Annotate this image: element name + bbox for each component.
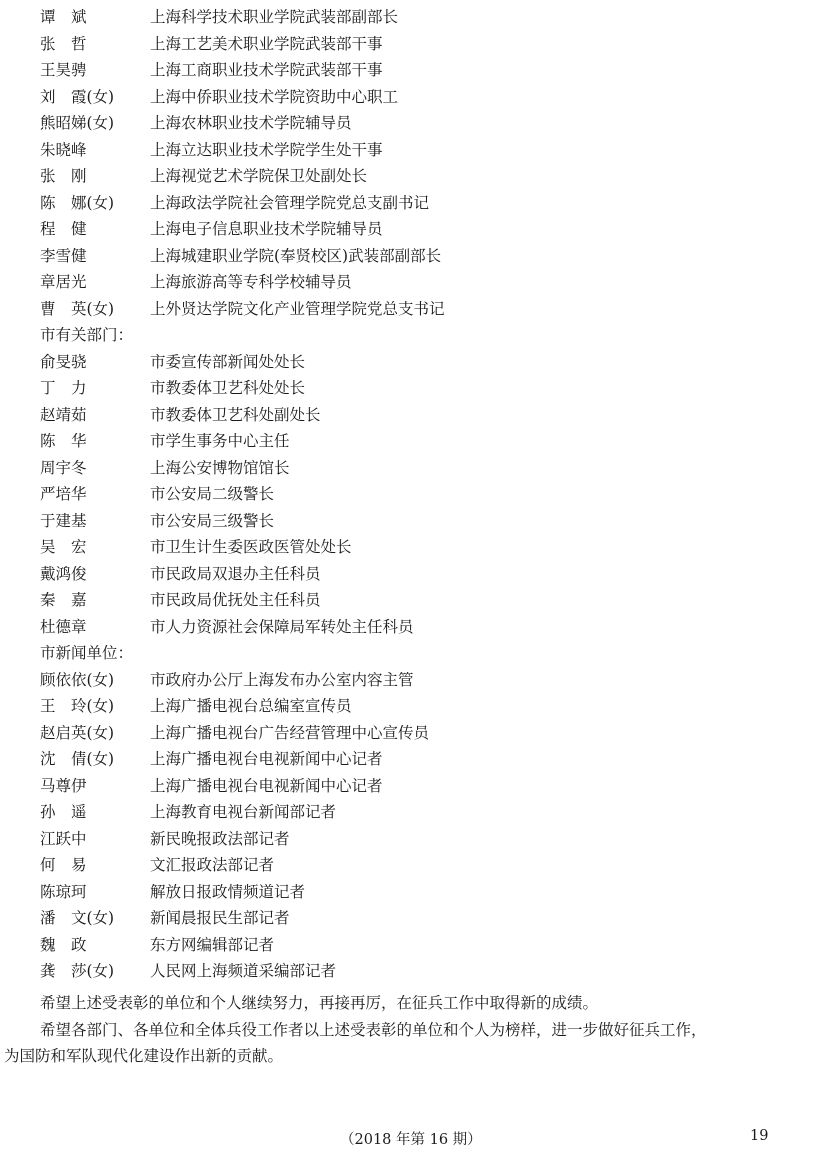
person-title: 人民网上海频道采编部记者: [150, 962, 337, 980]
person-name: 严培华: [40, 485, 87, 503]
person-title: 上外贤达学院文化产业管理学院党总支书记: [150, 299, 445, 318]
list-item: [0, 31, 827, 58]
section-heading: 市新闻单位：: [40, 644, 134, 662]
person-title: 上海科学技术职业学院武装部副部长: [150, 8, 399, 26]
list-item: [0, 799, 827, 826]
person-name: 章居光: [40, 273, 87, 291]
person-name: 陈 娜(女): [40, 193, 115, 212]
list-item: [0, 57, 827, 84]
person-title: 上海广播电视台电视新闻中心记者: [150, 776, 383, 795]
section-heading-row: [0, 322, 827, 349]
person-title: 上海视觉艺术学院保卫处副处长: [150, 167, 368, 185]
list-item: [0, 402, 827, 429]
list-item: [0, 216, 827, 243]
person-title: 市卫生计生委医政医管处处长: [150, 538, 352, 556]
person-name: 于建基: [40, 511, 87, 530]
person-title: 上海广播电视台总编室宣传员: [150, 697, 352, 715]
person-title: 新民晚报政法部记者: [150, 829, 290, 848]
person-name: 刘 霞(女): [40, 87, 115, 106]
person-name: 杜德章: [40, 617, 87, 636]
list-item: [0, 693, 827, 720]
list-item: [0, 269, 827, 296]
person-name: 潘 文(女): [40, 909, 115, 927]
list-item: [0, 375, 827, 402]
person-title: 东方网编辑部记者: [150, 935, 275, 954]
list-item: [0, 667, 827, 694]
person-name: 龚 莎(女): [40, 962, 115, 980]
list-item: [0, 508, 827, 535]
list-item: [0, 958, 827, 985]
list-item: [0, 720, 827, 747]
list-item: [0, 826, 827, 853]
person-name: 吴 宏: [40, 538, 87, 556]
person-name: 何 易: [40, 856, 87, 874]
paragraph-text: 希望上述受表彰的单位和个人继续努力，再接再厉，在征兵工作中取得新的成绩。: [40, 994, 599, 1012]
person-name: 张 刚: [40, 167, 87, 185]
person-title: 解放日报政情频道记者: [150, 882, 306, 901]
person-title: 上海工艺美术职业学院武装部干事: [150, 34, 383, 53]
person-name: 赵靖茹: [40, 405, 87, 424]
person-title: 市教委体卫艺科处副处长: [150, 405, 321, 424]
person-name: 魏 政: [40, 935, 87, 954]
person-title: 上海政法学院社会管理学院党总支副书记: [150, 193, 430, 212]
list-item: [0, 746, 827, 773]
list-item: [0, 561, 827, 588]
person-title: 上海公安博物馆馆长: [150, 458, 290, 477]
list-item: [0, 349, 827, 376]
list-item: [0, 534, 827, 561]
person-name: 孙 遥: [40, 803, 87, 821]
person-title: 上海广播电视台广告经营管理中心宣传员: [150, 723, 430, 742]
list-item: [0, 190, 827, 217]
list-item: [0, 932, 827, 959]
person-title: 市政府办公厅上海发布办公室内容主管: [150, 670, 414, 689]
person-name: 程 健: [40, 220, 87, 238]
person-name: 王 玲(女): [40, 697, 115, 715]
person-title: 文汇报政法部记者: [150, 856, 275, 874]
person-name: 江跃中: [40, 829, 87, 848]
person-name: 丁 力: [40, 379, 87, 397]
person-name: 赵启英(女): [40, 723, 115, 742]
list-item: [0, 137, 827, 164]
person-title: 上海旅游高等专科学校辅导员: [150, 273, 352, 291]
section-heading-row: [0, 640, 827, 667]
person-name: 李雪健: [40, 246, 87, 265]
paragraph-line: 为国防和军队现代化建设作出新的贡献。: [4, 1047, 284, 1065]
list-item: [0, 4, 827, 31]
person-title: 上海电子信息职业技术学院辅导员: [150, 220, 383, 238]
person-name: 戴鸿俊: [40, 564, 87, 583]
person-name: 马尊伊: [40, 776, 87, 795]
person-name: 王昊骋: [40, 61, 87, 79]
person-name: 顾依依(女): [40, 670, 115, 689]
person-title: 上海教育电视台新闻部记者: [150, 803, 337, 821]
closing-paragraph-1: [0, 990, 827, 1017]
person-title: 新闻晨报民生部记者: [150, 909, 290, 927]
list-item: [0, 773, 827, 800]
person-title: 市公安局二级警长: [150, 485, 275, 503]
list-item: [0, 163, 827, 190]
list-item: [0, 905, 827, 932]
person-title: 上海工商职业技术学院武装部干事: [150, 61, 383, 79]
closing-paragraph-2: [0, 1017, 827, 1070]
list-item: [0, 852, 827, 879]
list-item: [0, 455, 827, 482]
person-title: 上海城建职业学院(奉贤校区)武装部副部长: [150, 246, 442, 265]
honoree-list: [0, 4, 827, 985]
person-title: 市民政局优抚处主任科员: [150, 591, 321, 609]
person-title: 市教委体卫艺科处处长: [150, 379, 306, 397]
person-title: 上海农林职业技术学院辅导员: [150, 114, 352, 132]
list-item: [0, 587, 827, 614]
person-title: 上海广播电视台电视新闻中心记者: [150, 750, 383, 768]
person-title: 市公安局三级警长: [150, 511, 275, 530]
list-item: [0, 428, 827, 455]
list-item: [0, 84, 827, 111]
person-title: 市委宣传部新闻处处长: [150, 352, 306, 371]
person-name: 陈 华: [40, 432, 87, 450]
list-item: [0, 243, 827, 270]
person-name: 张 哲: [40, 34, 87, 53]
person-name: 俞旻骁: [40, 352, 87, 371]
person-name: 周宇冬: [40, 458, 87, 477]
person-name: 谭 斌: [40, 8, 87, 26]
person-name: 熊昭娣(女): [40, 114, 115, 132]
issue-label: （2018 年第 16 期）: [340, 1132, 482, 1148]
page-number: 19: [750, 1128, 769, 1144]
section-heading: 市有关部门：: [40, 326, 134, 344]
paragraph-line: 希望各部门、各单位和全体兵役工作者以上述受表彰的单位和个人为榜样，进一步做好征兵工作，: [40, 1020, 707, 1039]
person-name: 沈 倩(女): [40, 750, 115, 768]
list-item: [0, 110, 827, 137]
person-name: 陈琼珂: [40, 882, 87, 901]
list-item: [0, 296, 827, 323]
person-title: 上海立达职业技术学院学生处干事: [150, 140, 383, 159]
list-item: [0, 614, 827, 641]
person-title: 上海中侨职业技术学院资助中心职工: [150, 87, 399, 106]
person-name: 朱晓峰: [40, 140, 87, 159]
person-name: 曹 英(女): [40, 299, 115, 318]
person-name: 秦 嘉: [40, 591, 87, 609]
list-item: [0, 481, 827, 508]
person-title: 市人力资源社会保障局军转处主任科员: [150, 617, 414, 636]
list-item: [0, 879, 827, 906]
person-title: 市学生事务中心主任: [150, 432, 290, 450]
person-title: 市民政局双退办主任科员: [150, 564, 321, 583]
